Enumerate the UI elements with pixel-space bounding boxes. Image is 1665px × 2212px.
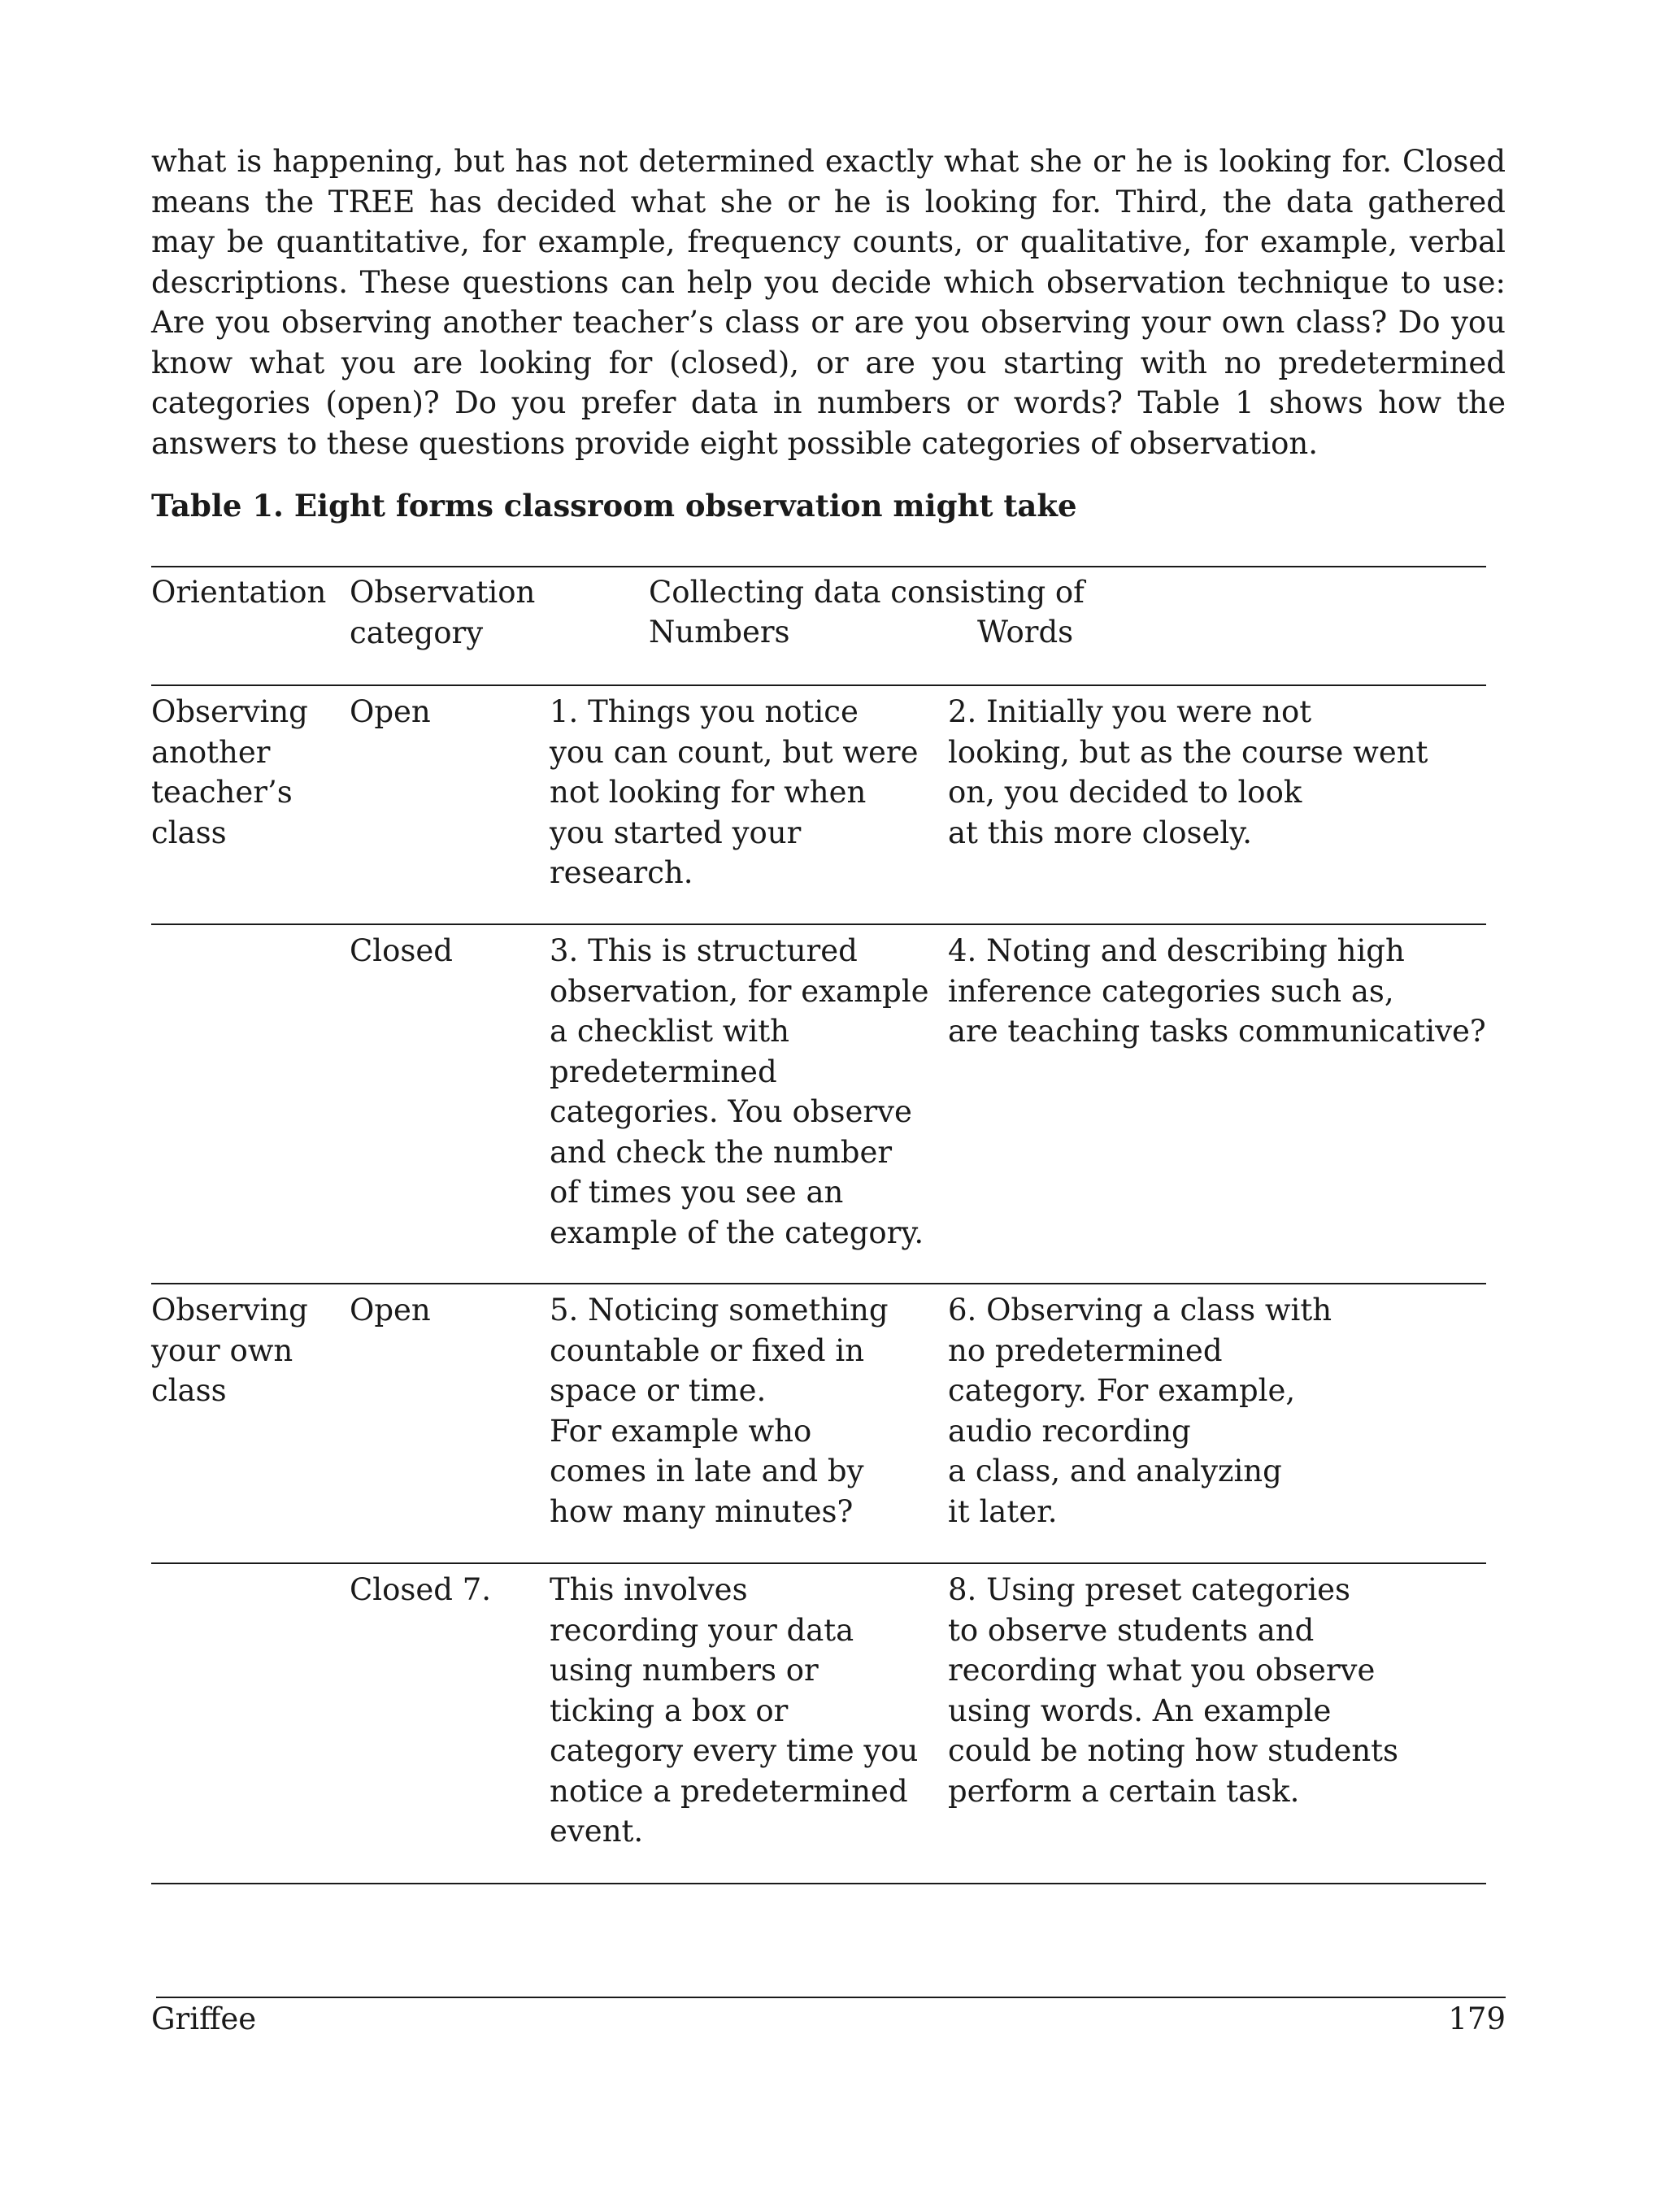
table-top-rule xyxy=(151,566,1486,567)
row-orientation: Observing another teacher’s class xyxy=(151,694,308,850)
row-words-cell: 2. Initially you were not looking, but as the course went on, you decided to look at this more closely. xyxy=(948,694,1428,850)
row-words-cell: 6. Observing a class with no predetermined category. For example, audio recording a class, and analyzing it later. xyxy=(948,1293,1332,1529)
row-rule xyxy=(151,1283,1486,1284)
row-words-cell: 4. Noting and describing high inference categories such as, are teaching tasks communicative? xyxy=(948,933,1486,1049)
header-rule xyxy=(151,684,1486,686)
table-title: Table 1. Eight forms classroom observation might take xyxy=(151,488,1077,524)
row-category: Closed 7. xyxy=(350,1572,492,1607)
row-numbers-cell: 1. Things you notice you can count, but were not looking for when you started your research. xyxy=(550,694,919,890)
row-words-cell: 8. Using preset categories to observe students and recording what you observe using words. An example could be noting how students perform a certain task. xyxy=(948,1572,1399,1809)
header-words: Words xyxy=(977,615,1074,650)
row-rule xyxy=(151,923,1486,925)
intro-paragraph: what is happening, but has not determined exactly what she or he is looking for. Closed means the TREE has decided what she or he is looking for. Third, the data gathered may be quantitative, for example, frequency counts, or qualitative, for example, verbal descriptions. These questions can help you decide which observation technique to use: Are you observing another teacher’s class or are you observing your own class? Do you know what you are looking for (closed), or are you starting with no predetermined categories (open)? Do you prefer data in numbers or words? Table 1 shows how the answers to these questions provide eight possible categories of observation. xyxy=(151,144,1506,461)
table-bottom-rule xyxy=(151,1883,1486,1884)
row-numbers-cell: 3. This is structured observation, for example a checklist with predetermined categories. You observe and check the number of times you see an example of the category. xyxy=(550,933,929,1250)
header-observation-category: Observation category xyxy=(350,575,536,650)
row-numbers-cell: 5. Noticing something countable or fixed in space or time. For example who comes in late and by how many minutes? xyxy=(550,1293,889,1529)
footer-rule xyxy=(156,1997,1506,1998)
footer-author: Griffee xyxy=(151,2001,257,2036)
row-category: Open xyxy=(350,1293,431,1328)
page-number: 179 xyxy=(1448,2001,1506,2036)
row-category: Open xyxy=(350,694,431,729)
row-category: Closed xyxy=(350,933,453,968)
row-numbers-cell: This involves recording your data using numbers or ticking a box or category every time you notice a predetermined event. xyxy=(550,1572,919,1849)
row-orientation: Observing your own class xyxy=(151,1293,308,1408)
header-numbers: Numbers xyxy=(649,615,790,650)
header-orientation: Orientation xyxy=(151,575,327,610)
row-rule xyxy=(151,1562,1486,1564)
header-collecting-data: Collecting data consisting of xyxy=(649,575,1085,610)
